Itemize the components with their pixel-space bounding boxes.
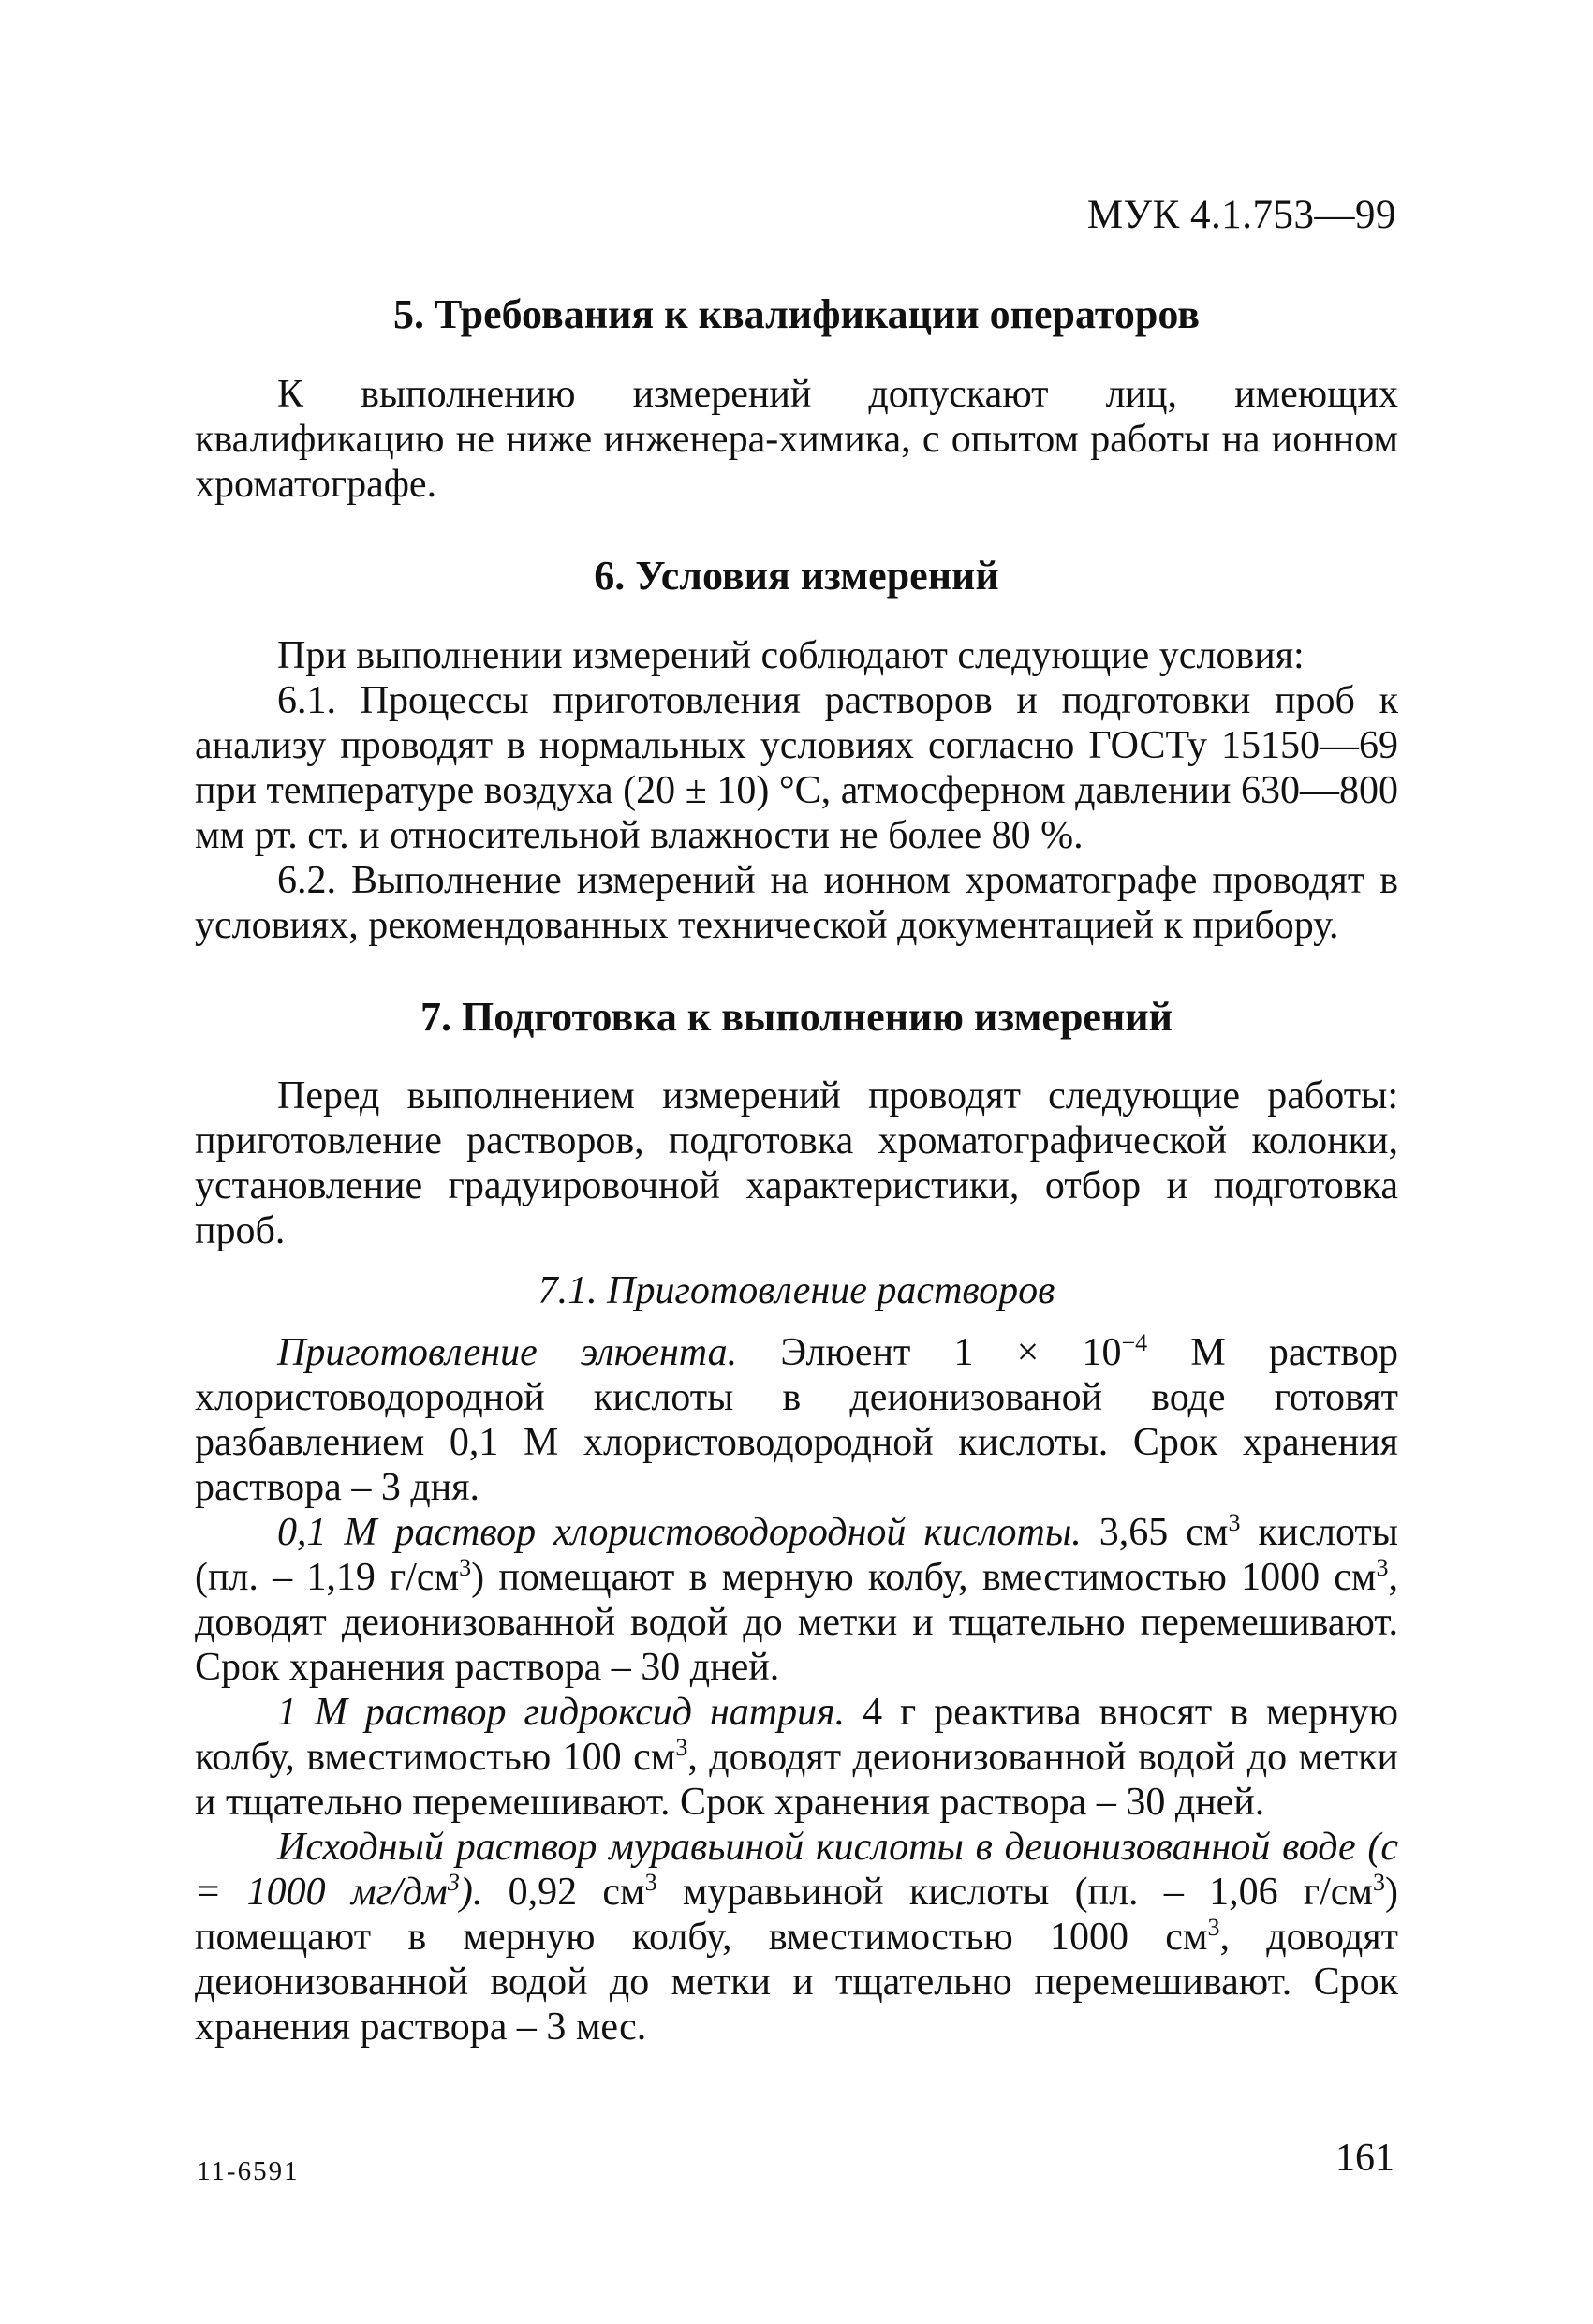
hcl-text-d: , доводят деионизованной водой до метки и тщательно перемешивают. Срок хранения раствора – 30 дней. bbox=[195, 1556, 1398, 1690]
superscript-3: 3 bbox=[1376, 1554, 1389, 1582]
section-6-intro: При выполнении измерений соблюдают следующие условия: bbox=[277, 633, 1305, 677]
hcl-text-c: ) помещают в мерную колбу, вместимостью 1000 см bbox=[471, 1556, 1377, 1600]
clause-6-2: 6.2. Выполнение измерений на ионном хроматографе проводят в условиях, рекомендованных технической документацией к прибору. bbox=[195, 858, 1398, 947]
formic-acid-label-a: Исходный раствор муравьиной кислоты в деионизованной воде (с = 1000 мг/дм bbox=[195, 1826, 1398, 1915]
formic-acid-paragraph bbox=[195, 1825, 1398, 2050]
naoh-solution-label: 1 М раствор гидроксид натрия. bbox=[277, 1691, 846, 1735]
formic-text-d: , доводят деионизованной водой до метки и тщательно перемешивают. Срок хранения раствора – 3 мес. bbox=[195, 1916, 1398, 2050]
naoh-solution-paragraph bbox=[195, 1690, 1398, 1825]
formic-text-a: 0,92 см bbox=[482, 1871, 645, 1915]
superscript-3: 3 bbox=[644, 1869, 657, 1897]
eluent-text-a: Элюент 1 × 10 bbox=[737, 1331, 1122, 1375]
superscript-3: 3 bbox=[447, 1869, 460, 1897]
eluent-exponent: −4 bbox=[1121, 1329, 1148, 1357]
section-6-title: 6. Условия измерений bbox=[594, 552, 999, 599]
superscript-3: 3 bbox=[1373, 1869, 1385, 1897]
superscript-3: 3 bbox=[675, 1734, 688, 1762]
hcl-text-b: кислоты (пл. – 1,19 г/см bbox=[195, 1511, 1398, 1600]
superscript-3: 3 bbox=[1207, 1914, 1220, 1942]
eluent-paragraph bbox=[195, 1330, 1398, 1510]
formic-text-c: ) помещают в мерную колбу, вместимостью 1000 см bbox=[195, 1871, 1398, 1960]
subsection-7-1-title: 7.1. Приготовление растворов bbox=[538, 1269, 1055, 1313]
superscript-3: 3 bbox=[459, 1554, 472, 1582]
formic-text-b: муравьиной кислоты (пл. – 1,06 г/см bbox=[656, 1871, 1373, 1915]
hcl-solution-label: 0,1 М раствор хлористоводородной кислоты. bbox=[277, 1511, 1082, 1555]
page-number: 161 bbox=[1335, 2137, 1394, 2180]
section-5-title: 5. Требования к квалификации операторов bbox=[392, 291, 1201, 337]
page-content bbox=[195, 290, 1398, 2050]
document-code-header: МУК 4.1.753—99 bbox=[1086, 193, 1396, 237]
eluent-label: Приготовление элюента. bbox=[277, 1331, 738, 1375]
naoh-text-b: , доводят деионизованной водой до метки и тщательно перемешивают. Срок хранения раствора – 30 дней. bbox=[195, 1736, 1399, 1825]
hcl-solution-paragraph bbox=[195, 1510, 1398, 1690]
naoh-text-a: 4 г реактива вносят в мерную колбу, вместимостью 100 см bbox=[195, 1691, 1398, 1780]
formic-acid-label-b: ). bbox=[459, 1871, 483, 1915]
section-7-intro: Перед выполнением измерений проводят следующие работы: приготовление растворов, подготовка хроматографической колонки, установление градуировочной характеристики, отбор и подготовка проб. bbox=[195, 1074, 1398, 1253]
print-order-code: 11-6591 bbox=[197, 2156, 300, 2186]
superscript-3: 3 bbox=[1228, 1509, 1241, 1537]
clause-6-1: 6.1. Процессы приготовления растворов и подготовки проб к анализу проводят в нормальных условиях согласно ГОСТу 15150—69 при температуре воздуха (20 ± 10) °C, атмосферном давлении 630—800 мм рт. ст. и относительной влажности не более 80 %. bbox=[195, 678, 1398, 857]
hcl-text-a: 3,65 см bbox=[1081, 1511, 1229, 1555]
section-7-title: 7. Подготовка к выполнению измерений bbox=[420, 993, 1173, 1040]
section-5-paragraph: К выполнению измерений допускают лиц, имеющих квалификацию не ниже инженера-химика, с опытом работы на ионном хроматографе. bbox=[195, 372, 1398, 506]
eluent-text-b: М раствор хлористоводородной кислоты в деионизованой воде готовят разбавлением 0,1 М хлористоводородной кислоты. Срок хранения раствора – 3 дня. bbox=[195, 1331, 1399, 1510]
